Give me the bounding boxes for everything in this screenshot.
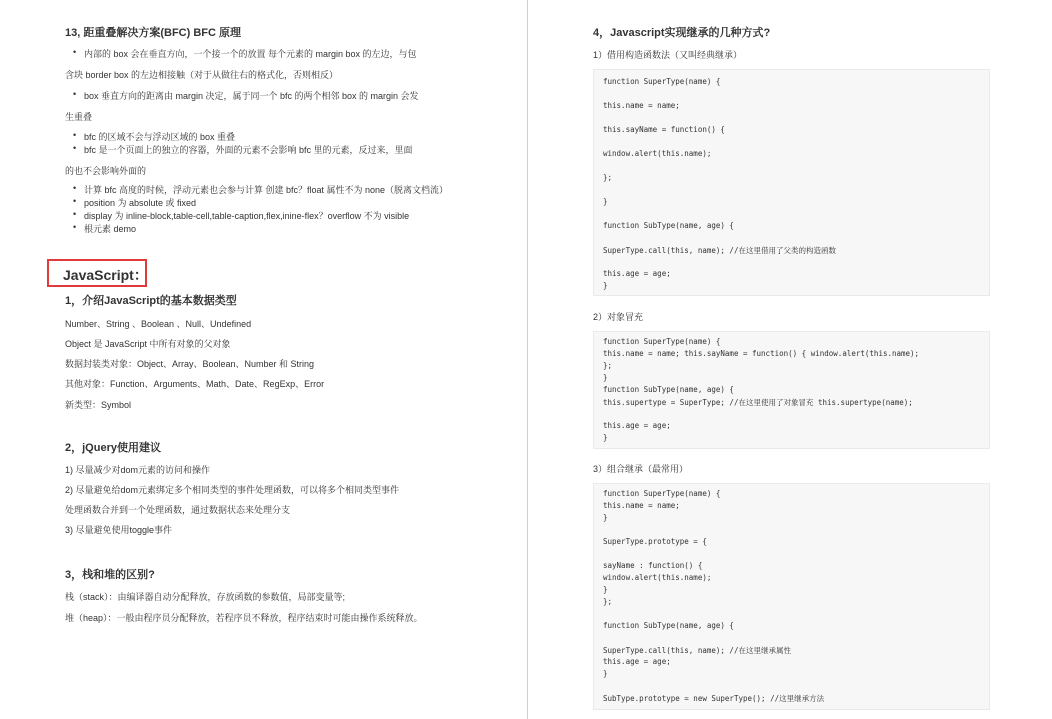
code-line: }	[603, 373, 608, 382]
subsection-3-label: 3）组合继承（最常用）	[593, 464, 689, 474]
code-line: this.sayName = function() {	[603, 125, 725, 134]
code-line: function SubType(name, age) {	[603, 221, 734, 230]
code-line: }	[603, 197, 608, 206]
bfc-bullet-4: • bfc 是一个页面上的独立的容器，外面的元素不会影响 bfc 里的元素，反过来，里面	[84, 143, 413, 156]
code-line: }	[603, 513, 608, 522]
bfc-title: 13, 距重叠解决方案(BFC) BFC 原理	[65, 27, 241, 39]
code-line: }	[603, 585, 608, 594]
bfc-continuation-4: 的也不会影响外面的	[65, 166, 147, 176]
code-line: };	[603, 597, 613, 606]
section-2-line-1: 1) 尽量减少对dom元素的访问和操作	[65, 465, 211, 475]
code-line: SuperType.call(this, name); //在这里继承属性	[603, 646, 791, 655]
code-line: this.age = age;	[603, 421, 671, 430]
code-line: function SuperType(name) {	[603, 337, 721, 346]
code-block-3	[593, 483, 990, 710]
javascript-heading: JavaScript：	[63, 267, 148, 283]
right-page	[528, 0, 1052, 719]
section-1-line-2: Object 是 JavaScript 中所有对象的父对象	[65, 339, 231, 349]
bfc-bullet-6: • position 为 absolute 或 fixed	[84, 196, 196, 209]
section-2-line-3: 处理函数合并到一个处理函数，通过数据状态来处理分支	[65, 505, 291, 515]
section-3-line-2: 堆（heap）：一般由程序员分配释放，若程序员不释放，程序结束时可能由操作系统释放。	[65, 613, 423, 623]
section-3-title: 3，栈和堆的区别?	[65, 569, 155, 581]
code-line: SuperType.prototype = {	[603, 537, 707, 546]
code-block-2	[593, 331, 990, 449]
code-line: this.supertype = SuperType; //在这里使用了对象冒充 this.supertype(name);	[603, 398, 913, 407]
code-line: function SubType(name, age) {	[603, 621, 734, 630]
code-line: sayName : function() {	[603, 561, 703, 570]
code-line: this.name = name;	[603, 101, 680, 110]
bfc-bullet-5: • 计算 bfc 高度的时候，浮动元素也会参与计算 创建 bfc？float 属性不为 none（脱离文档流）	[84, 183, 448, 196]
code-line: }	[603, 669, 608, 678]
code-line: this.name = name;	[603, 501, 680, 510]
section-2-line-2: 2) 尽量避免给dom元素绑定多个相同类型的事件处理函数，可以将多个相同类型事件	[65, 485, 400, 495]
code-line: }	[603, 281, 608, 290]
bfc-bullet-3: • bfc 的区域不会与浮动区域的 box 重叠	[84, 130, 235, 143]
section-3-line-1: 栈（stack）：由编译器自动分配释放，存放函数的参数值，局部变量等;	[65, 592, 346, 602]
section-2-title: 2，jQuery使用建议	[65, 442, 161, 454]
code-line: SuperType.call(this, name); //在这里借用了父类的构造函数	[603, 246, 836, 255]
inheritance-title: 4，Javascript实现继承的几种方式?	[593, 27, 771, 39]
code-line: this.age = age;	[603, 269, 671, 278]
code-line: window.alert(this.name);	[603, 149, 712, 158]
section-2-line-4: 3) 尽量避免使用toggle事件	[65, 525, 173, 535]
code-line: this.name = name; this.sayName = function() { window.alert(this.name);	[603, 349, 920, 358]
bfc-bullet-7: • display 为 inline-block,table-cell,table-caption,flex,inine-flex？overflow 不为 visible	[84, 209, 409, 222]
code-line: };	[603, 361, 613, 370]
code-line: window.alert(this.name);	[603, 573, 712, 582]
code-line: function SuperType(name) {	[603, 489, 721, 498]
bfc-continuation-2: 生重叠	[65, 112, 93, 122]
bfc-bullet-2: • box 垂直方向的距离由 margin 决定，属于同一个 bfc 的两个相邻 box 的 margin 会发	[84, 89, 419, 102]
code-line: };	[603, 173, 613, 182]
section-1-line-3: 数据封装类对象：Object、Array、Boolean、Number 和 String	[65, 359, 315, 369]
bfc-continuation-1: 含块 border box 的左边相接触（对于从做往右的格式化，否则相反）	[65, 70, 339, 80]
code-line: SubType.prototype = new SuperType(); //这里继承方法	[603, 694, 825, 703]
subsection-2-label: 2）对象冒充	[593, 312, 644, 322]
subsection-1-label: 1）借用构造函数法（又叫经典继承）	[593, 50, 743, 60]
code-line: function SuperType(name) {	[603, 77, 721, 86]
section-1-line-4: 其他对象：Function、Arguments、Math、Date、RegExp、Error	[65, 379, 325, 389]
bfc-bullet-8: • 根元素 demo	[84, 222, 136, 235]
section-1-title: 1，介绍JavaScript的基本数据类型	[65, 295, 237, 307]
bfc-bullet-1: • 内部的 box 会在垂直方向，一个接一个的放置 每个元素的 margin box 的左边，与包	[84, 47, 417, 60]
code-line: function SubType(name, age) {	[603, 385, 734, 394]
section-1-line-5: 新类型：Symbol	[65, 400, 132, 410]
code-line: }	[603, 433, 608, 442]
section-1-line-1: Number、String 、Boolean 、Null、Undefined	[65, 319, 252, 329]
code-block-1	[593, 69, 990, 296]
code-line: this.age = age;	[603, 657, 671, 666]
